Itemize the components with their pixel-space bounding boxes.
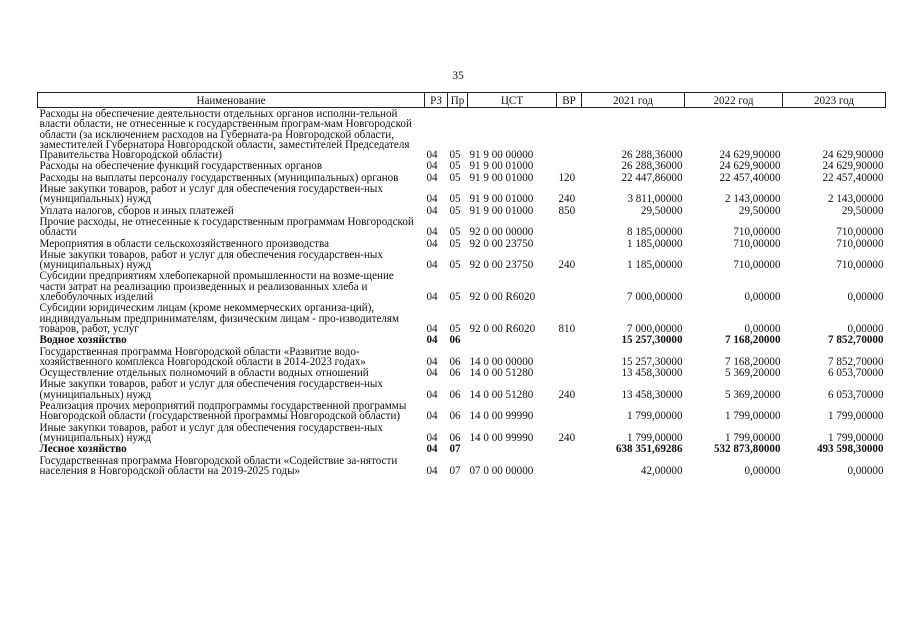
row-name: Иные закупки товаров, работ и услуг для обеспечения государствен-ных (муниципальных) нужд — [39, 378, 383, 401]
row-2021: 7 000,00000 — [627, 322, 683, 335]
row-2023: 29,50000 — [841, 204, 884, 217]
row-rz: 04 — [426, 322, 438, 335]
row-vr — [557, 346, 582, 368]
header-2023: 2023 год — [783, 93, 886, 108]
table-header-row — [38, 93, 886, 108]
row-cst: 14 0 00 99990 — [469, 431, 534, 444]
row-cst: 14 0 00 99990 — [469, 410, 534, 423]
row-2021: 3 811,00000 — [627, 193, 683, 206]
row-pr: 05 — [449, 193, 461, 206]
row-2023: 1 799,00000 — [828, 431, 884, 444]
row-2023: 1 799,00000 — [828, 410, 884, 423]
header-2021: 2021 год — [582, 93, 685, 108]
row-cst: 14 0 00 51280 — [469, 388, 534, 401]
row-cst: 91 9 00 01000 — [469, 160, 534, 173]
row-rz: 04 — [426, 149, 438, 162]
row-2023: 2 143,00000 — [828, 193, 884, 206]
row-cst: 92 0 00 00000 — [469, 226, 534, 239]
row-pr: 06 — [449, 410, 461, 423]
table-row — [38, 455, 886, 477]
row-2022: 1 799,00000 — [725, 410, 781, 423]
row-name: Субсидии юридическим лицам (кроме некоммерческих организа-ций), индивидуальным предпринимателям, физическим лицам - про-изводителям товаров, работ, услуг — [39, 302, 400, 335]
table-row — [38, 334, 886, 345]
row-pr: 06 — [449, 367, 461, 380]
row-2022: 0,00000 — [744, 464, 781, 477]
row-2022: 5 369,20000 — [725, 388, 781, 401]
row-vr — [557, 270, 582, 302]
table-row — [38, 302, 886, 334]
row-2023: 710,00000 — [836, 237, 884, 250]
row-vr: 850 — [558, 204, 576, 217]
row-2023: 0,00000 — [847, 322, 884, 335]
row-cst — [468, 334, 557, 345]
row-vr — [557, 108, 582, 161]
row-cst: 14 0 00 00000 — [469, 355, 534, 368]
row-2022: 7 168,20000 — [725, 334, 781, 347]
row-rz: 04 — [426, 204, 438, 217]
row-pr: 07 — [449, 443, 461, 456]
row-cst: 91 9 00 01000 — [469, 204, 534, 217]
row-name: Государственная программа Новгородской области «Развитие водо-хозяйственного комплекса Новгородской области в 2014-2023 годах» — [39, 345, 366, 368]
row-name: Реализация прочих мероприятий подпрограммы государственной программы Новгородской области (государственной программы Новгородской области) — [39, 400, 407, 423]
table-row — [38, 160, 886, 171]
row-2022: 22 457,40000 — [719, 171, 781, 184]
row-pr: 07 — [449, 464, 461, 477]
row-2021: 29,50000 — [640, 204, 683, 217]
row-2021: 26 288,36000 — [621, 160, 683, 173]
table-row — [38, 270, 886, 302]
row-vr — [557, 367, 582, 378]
table-row — [38, 346, 886, 368]
row-pr: 05 — [449, 160, 461, 173]
row-name: Иные закупки товаров, работ и услуг для обеспечения государствен-ных (муниципальных) нужд — [39, 421, 383, 444]
row-name: Лесное хозяйство — [39, 443, 127, 456]
header-rz: РЗ — [425, 93, 448, 108]
row-cst: 91 9 00 01000 — [469, 193, 534, 206]
row-pr: 05 — [449, 171, 461, 184]
row-2023: 0,00000 — [847, 291, 884, 304]
table-row — [38, 172, 886, 183]
row-vr — [557, 455, 582, 477]
row-rz: 04 — [426, 259, 438, 272]
row-2022: 710,00000 — [733, 237, 781, 250]
row-vr: 810 — [558, 322, 576, 335]
table-row — [38, 422, 886, 444]
table-row — [38, 108, 886, 161]
row-name: Субсидии предприятиям хлебопекарной промышленности на возме-щение части затрат на реализацию произведенных и реализованных хлеба и хлебобулочных изделий — [39, 270, 394, 304]
row-name: Расходы на выплаты персоналу государственных (муниципальных) органов — [39, 171, 399, 184]
row-cst: 92 0 00 23750 — [469, 259, 534, 272]
row-2022: 29,50000 — [738, 204, 781, 217]
table-row — [38, 238, 886, 249]
row-2022: 0,00000 — [744, 322, 781, 335]
row-pr: 06 — [449, 388, 461, 401]
row-2023: 24 629,90000 — [822, 160, 884, 173]
row-rz: 04 — [426, 355, 438, 368]
row-vr — [557, 400, 582, 422]
row-rz: 04 — [426, 410, 438, 423]
row-2021: 15 257,30000 — [621, 355, 683, 368]
row-cst: 92 0 00 R6020 — [469, 291, 536, 304]
row-2022: 0,00000 — [744, 291, 781, 304]
row-2022: 24 629,90000 — [719, 149, 781, 162]
row-rz: 04 — [426, 291, 438, 304]
row-2021: 1 185,00000 — [627, 237, 683, 250]
row-pr: 05 — [449, 204, 461, 217]
row-2021: 8 185,00000 — [627, 226, 683, 239]
row-cst: 91 9 00 01000 — [469, 171, 534, 184]
row-2021: 1 799,00000 — [627, 410, 683, 423]
row-rz: 04 — [426, 367, 438, 380]
row-vr — [557, 216, 582, 238]
header-pr: Пр — [448, 93, 468, 108]
row-name: Мероприятия в области сельскохозяйственного производства — [39, 237, 330, 250]
row-2022: 7 168,20000 — [725, 355, 781, 368]
row-2023: 6 053,70000 — [828, 388, 884, 401]
budget-table — [37, 92, 886, 476]
header-vr: ВР — [557, 93, 582, 108]
row-2021: 1 799,00000 — [627, 431, 683, 444]
row-2022: 710,00000 — [733, 226, 781, 239]
row-cst: 07 0 00 00000 — [469, 464, 534, 477]
row-rz: 04 — [426, 388, 438, 401]
row-2022: 2 143,00000 — [725, 193, 781, 206]
row-pr: 06 — [449, 334, 461, 347]
row-2022: 5 369,20000 — [725, 367, 781, 380]
row-2021: 42,00000 — [640, 464, 683, 477]
row-2023: 710,00000 — [836, 259, 884, 272]
row-cst: 14 0 00 51280 — [469, 367, 534, 380]
row-2021: 13 458,30000 — [621, 367, 683, 380]
row-vr — [557, 238, 582, 249]
row-rz: 04 — [426, 431, 438, 444]
row-name: Осуществление отдельных полномочий в области водных отношений — [39, 367, 369, 380]
row-2023: 6 053,70000 — [828, 367, 884, 380]
row-vr: 120 — [558, 171, 576, 184]
row-rz: 04 — [426, 171, 438, 184]
row-vr: 240 — [558, 193, 576, 206]
table-body — [38, 108, 886, 477]
row-2023: 24 629,90000 — [822, 149, 884, 162]
table-row — [38, 443, 886, 454]
table-row — [38, 216, 886, 238]
row-vr: 240 — [558, 259, 576, 272]
row-2022: 532 873,80000 — [713, 443, 781, 456]
row-rz: 04 — [426, 226, 438, 239]
row-2023: 7 852,70000 — [828, 355, 884, 368]
table-row — [38, 249, 886, 271]
row-name: Иные закупки товаров, работ и услуг для обеспечения государствен-ных (муниципальных) нужд — [39, 248, 383, 272]
row-2022: 1 799,00000 — [725, 431, 781, 444]
table-row — [38, 183, 886, 205]
row-2023: 22 457,40000 — [822, 171, 884, 184]
header-2022: 2022 год — [685, 93, 783, 108]
row-name: Расходы на обеспечение функций государственных органов — [39, 160, 323, 173]
row-vr: 240 — [558, 388, 576, 401]
row-name: Прочие расходы, не отнесенные к государственным программам Новгородской области — [39, 215, 414, 239]
row-cst: 92 0 00 23750 — [469, 237, 534, 250]
row-2021: 26 288,36000 — [621, 149, 683, 162]
row-pr: 05 — [449, 291, 461, 304]
table-row — [38, 378, 886, 400]
row-rz: 04 — [426, 443, 438, 456]
row-2021: 22 447,86000 — [621, 171, 683, 184]
row-rz: 04 — [426, 193, 438, 206]
row-2023: 0,00000 — [847, 464, 884, 477]
page-number: 35 — [452, 70, 464, 82]
header-cst: ЦСТ — [468, 93, 557, 108]
row-2021: 13 458,30000 — [621, 388, 683, 401]
row-2021: 638 351,69286 — [615, 443, 683, 456]
row-rz: 04 — [426, 464, 438, 477]
row-name: Водное хозяйство — [39, 334, 127, 347]
table-row — [38, 205, 886, 216]
row-cst: 91 9 00 00000 — [469, 149, 534, 162]
row-pr: 06 — [449, 431, 461, 444]
row-pr: 05 — [449, 226, 461, 239]
row-2023: 7 852,70000 — [828, 334, 884, 347]
row-vr: 240 — [558, 431, 576, 444]
row-pr: 05 — [449, 149, 461, 162]
row-2022: 710,00000 — [733, 259, 781, 272]
row-pr: 06 — [449, 355, 461, 368]
row-2023: 493 598,30000 — [816, 443, 884, 456]
row-2021: 7 000,00000 — [627, 291, 683, 304]
row-name: Государственная программа Новгородской области «Содействие за-нятости населения в Новгородской области на 2019-2025 годы» — [39, 454, 398, 477]
table-row — [38, 367, 886, 378]
row-rz: 04 — [426, 160, 438, 173]
row-cst — [468, 443, 557, 454]
row-rz: 04 — [426, 334, 438, 347]
table-row — [38, 400, 886, 422]
row-vr — [557, 160, 582, 171]
row-vr — [557, 334, 582, 345]
row-pr: 05 — [449, 259, 461, 272]
row-name: Уплата налогов, сборов и иных платежей — [39, 204, 234, 217]
row-pr: 05 — [449, 237, 461, 250]
row-2022: 24 629,90000 — [719, 160, 781, 173]
row-2021: 15 257,30000 — [621, 334, 683, 347]
row-cst: 92 0 00 R6020 — [469, 322, 536, 335]
row-rz: 04 — [426, 237, 438, 250]
row-name: Расходы на обеспечение деятельности отдельных органов исполни-тельной власти области, не отнесенные к государственным програм-мам Новгородской области (за исключением расходов на Губерната-ра Новгородской области, заместителей Губернатора Новгородской области, заместителей Председателя Правительства Новгородской области) — [39, 108, 412, 162]
row-2021: 1 185,00000 — [627, 259, 683, 272]
row-2023: 710,00000 — [836, 226, 884, 239]
row-pr: 05 — [449, 322, 461, 335]
header-name: Наименование — [38, 93, 425, 108]
row-name: Иные закупки товаров, работ и услуг для обеспечения государствен-ных (муниципальных) нужд — [39, 183, 383, 206]
row-vr — [557, 443, 582, 454]
